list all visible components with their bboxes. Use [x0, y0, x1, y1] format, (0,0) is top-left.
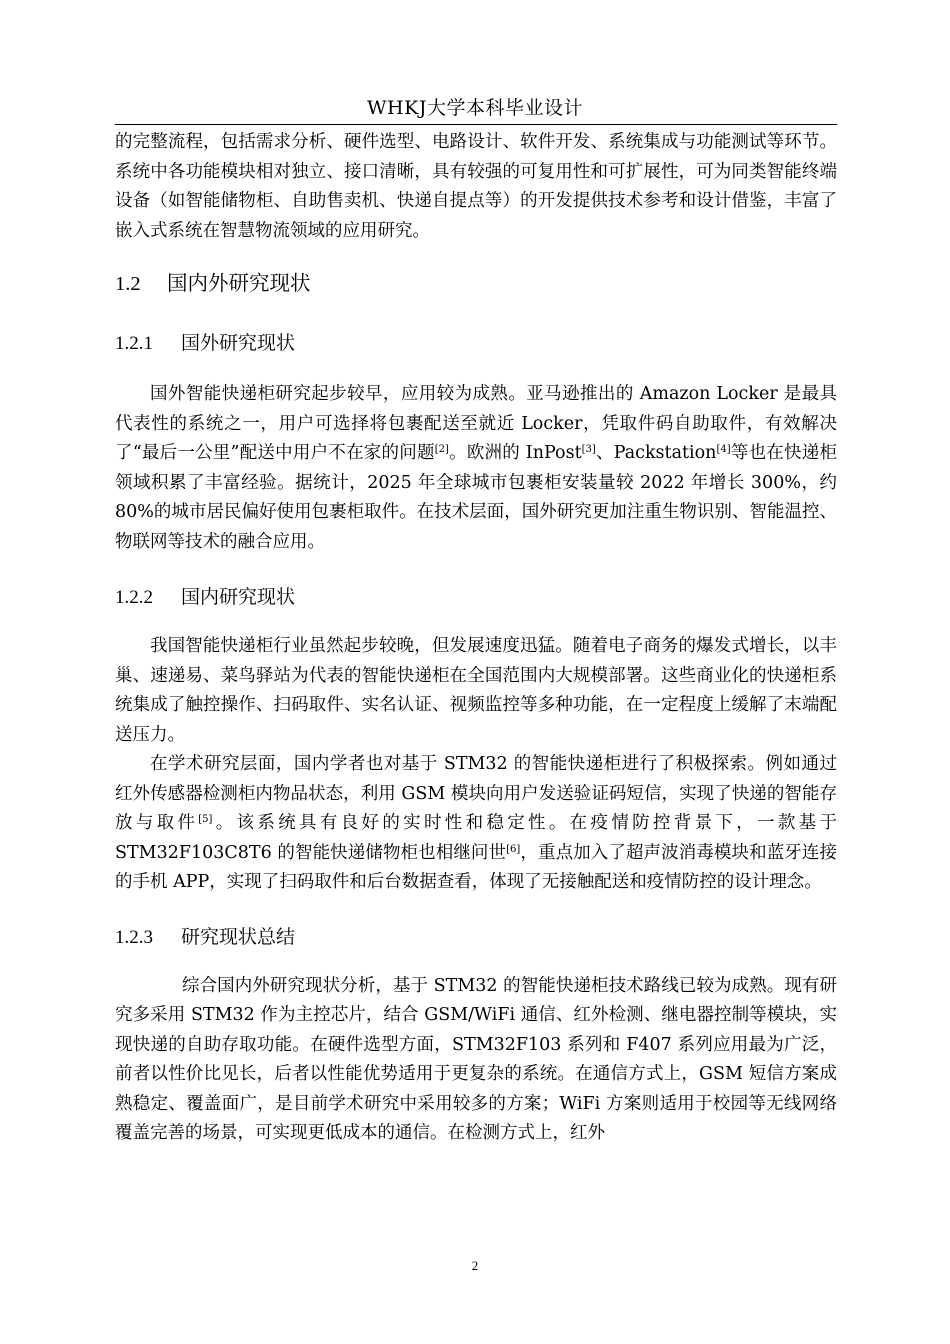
text-run: 在学术研究层面，国内学者也对基于 STM32 的智能快递柜进行了积极探索。例如通过红外传感器检测柜内物品状态，利用 GSM 模块向用户发送验证码短信，实现了快递的智能存放与取件: [115, 754, 837, 833]
section-number: 1.2.1: [115, 333, 153, 354]
citation-ref: [3]: [581, 444, 596, 455]
page-content: [115, 128, 837, 1149]
section-number: 1.2.2: [115, 587, 153, 608]
paragraph-domestic-research-2: [115, 750, 837, 898]
page-header: WHKJ大学本科毕业设计: [367, 97, 583, 119]
intro-paragraph: 的完整流程，包括需求分析、硬件选型、电路设计、软件开发、系统集成与功能测试等环节。系统中各功能模块相对独立、接口清晰，具有较强的可复用性和可扩展性，可为同类智能终端设备（如智能储物柜、自助售卖机、快递自提点等）的开发提供技术参考和设计借鉴，丰富了嵌入式系统在智慧物流领域的应用研究。: [115, 132, 837, 241]
section-number: 1.2: [115, 273, 141, 295]
citation-ref: [2]: [434, 444, 449, 455]
text-run: 。欧洲的 InPost: [448, 443, 582, 463]
section-heading-1-2-1: [115, 330, 837, 357]
text-run: 等也在快递柜领域积累了丰富经验。据统计，2025 年全球城市包裹柜安装量较 2022 年增长 300%，约 80%的城市居民偏好使用包裹柜取件。在技术层面，国外研究更加注重生物识别、智能温控、物联网等技术的融合应用。: [115, 443, 837, 552]
paragraph-research-summary: 综合国内外研究现状分析，基于 STM32 的智能快递柜技术路线已较为成熟。现有研究多采用 STM32 作为主控芯片，结合 GSM/WiFi 通信、红外检测、继电器控制等模块，实现快递的自助存取功能。在硬件选型方面，STM32F103 系列和 F407 系列应用最为广泛，前者以性价比见长，后者以性能优势适用于更复杂的系统。在通信方式上，GSM 短信方案成熟稳定、覆盖面广，是目前学术研究中采用较多的方案；WiFi 方案则适用于校园等无线网络覆盖完善的场景，可实现更低成本的通信。在检测方式上，红外: [115, 975, 837, 1143]
section-title: 国内外研究现状: [167, 271, 311, 295]
paragraph-domestic-research-1: 我国智能快递柜行业虽然起步较晚，但发展速度迅猛。随着电子商务的爆发式增长，以丰巢、速递易、菜鸟驿站为代表的智能快递柜在全国范围内大规模部署。这些商业化的快递柜系统集成了触控操作、扫码取件、实名认证、视频监控等多种功能，在一定程度上缓解了末端配送压力。: [115, 636, 837, 745]
section-heading-1-2-3: [115, 924, 837, 951]
section-heading-1-2: [115, 269, 837, 298]
citation-ref: [6]: [506, 843, 521, 855]
section-heading-1-2-2: [115, 584, 837, 611]
citation-ref: [5]: [198, 814, 213, 825]
page-number: 2: [471, 1258, 479, 1273]
text-run: 。该系统具有良好的实时性和稳定性。在疫情防控背景下，一款基于 STM32F103C8T6 的智能快递储物柜也相继问世: [115, 813, 838, 863]
text-run: ，重点加入了超声波消毒模块和蓝牙连接的手机 APP，实现了扫码取件和后台数据查看，体现了无接触配送和疫情防控的设计理念。: [115, 842, 838, 892]
section-title: 研究现状总结: [181, 925, 296, 948]
section-number: 1.2.3: [115, 926, 153, 948]
citation-ref: [4]: [716, 444, 731, 455]
text-run: 、Packstation: [595, 443, 717, 463]
section-title: 国内研究现状: [181, 586, 296, 608]
section-title: 国外研究现状: [181, 332, 296, 354]
header-rule: [115, 124, 837, 125]
paragraph-foreign-research: [115, 380, 837, 557]
text-run: 国外智能快递柜研究起步较早，应用较为成熟。亚马逊推出的 Amazon Locker 是最具代表性的系统之一，用户可选择将包裹配送至就近 Locker，凭取件码自助取件，有效解决了“最后一公里”配送中用户不在家的问题: [115, 384, 837, 463]
